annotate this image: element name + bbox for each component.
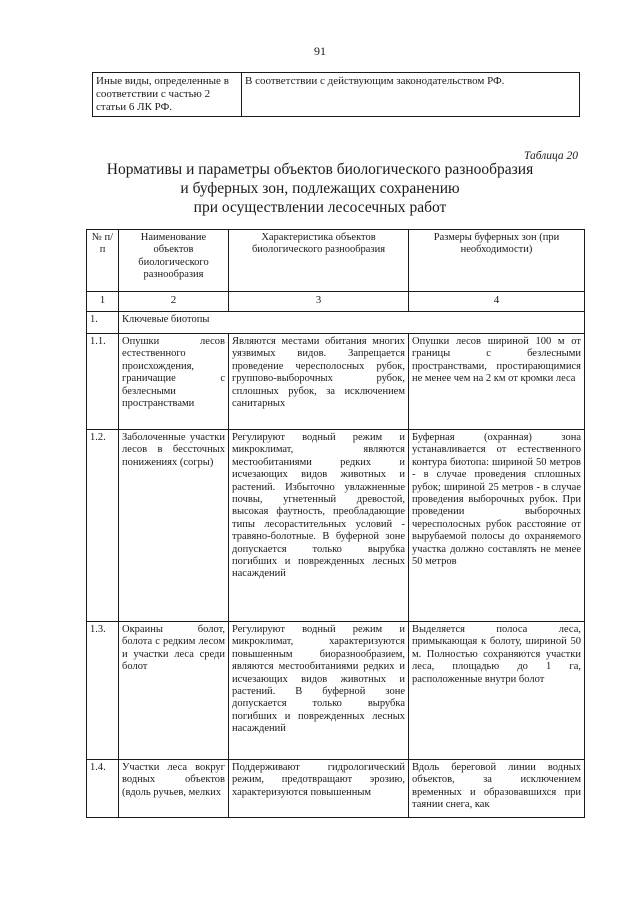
- row-name: Участки леса вокруг водных объектов (вдоль ручьев, мелких: [119, 760, 229, 818]
- row-number: 1.4.: [87, 760, 119, 818]
- continuation-table: [92, 72, 580, 117]
- row-buffer: Буферная (охранная) зона устанавливается от естественного контура биотопа: шириной 50 метров - в случае проведения сплошных рубок; шириной 25 метров - в случае проведения выборочных рубок. При проведении выборочных чересполосных рубок расстояние от вырубаемой полосы до охраняемого участка должно составлять не менее 50 метров: [409, 430, 585, 622]
- section-title: Ключевые биотопы: [119, 312, 585, 334]
- table-caption: Таблица 20: [523, 150, 578, 162]
- section-number: 1.: [87, 312, 119, 334]
- title-line-1: Нормативы и параметры объектов биологического разнообразия: [106, 161, 534, 178]
- header-characteristic: Характеристика объектов биологического разнообразия: [229, 230, 409, 292]
- column-number-1: 1: [87, 292, 119, 312]
- biodiversity-table: [86, 229, 585, 818]
- row-number: 1.2.: [87, 430, 119, 622]
- title-line-2: и буферных зон, подлежащих сохранению: [180, 180, 460, 197]
- row-characteristic: Являются местами обитания многих уязвимых видов. Запрещается проведение чересполосных рубок, группово-выборочных рубок, сплошных рубок, за исключением санитарных: [229, 334, 409, 430]
- row-name: Окраины болот, болота с редким лесом и участки леса среди болот: [119, 622, 229, 760]
- row-characteristic: Регулируют водный режим и микроклимат, являются местообитаниями редких и исчезающих видов животных и растений. Избыточно увлажненные почвы, угнетенный древостой, высокая фаутность, преобладающие типы лесорастительных условий - травяно-болотные. В буферной зоне допускается только вырубка погибших и поврежденных лесных насаждений: [229, 430, 409, 622]
- row-buffer: Выделяется полоса леса, примыкающая к болоту, шириной 50 м. Полностью сохраняются участки леса, площадью до 1 га, расположенные внутри болот: [409, 622, 585, 760]
- row-name: Заболоченные участки лесов в бессточных понижениях (согры): [119, 430, 229, 622]
- row-name: Опушки лесов естественного происхождения, граничащие с безлесными пространствами: [119, 334, 229, 430]
- header-name: Наименование объектов биологического разнообразия: [119, 230, 229, 292]
- page-number: 91: [314, 44, 326, 58]
- header-buffer: Размеры буферных зон (при необходимости): [409, 230, 585, 292]
- row-buffer: Опушки лесов шириной 100 м от границы с безлесными пространствами, простирающимися не менее чем на 2 км от кромки леса: [409, 334, 585, 430]
- continuation-right-cell: В соответствии с действующим законодательством РФ.: [242, 73, 580, 117]
- row-number: 1.3.: [87, 622, 119, 760]
- continuation-left-cell: Иные виды, определенные в соответствии с частью 2 статьи 6 ЛК РФ.: [93, 73, 242, 117]
- row-number: 1.1.: [87, 334, 119, 430]
- row-buffer: Вдоль береговой линии водных объектов, за исключением временных и образовавшихся при таянии снега, как: [409, 760, 585, 818]
- column-number-4: 4: [409, 292, 585, 312]
- column-number-2: 2: [119, 292, 229, 312]
- table-title: [0, 160, 640, 217]
- row-characteristic: Регулируют водный режим и микроклимат, характеризуются повышенным биоразнообразием, являются местообитаниями редких и исчезающих видов животных и растений. В буферной зоне допускается только вырубка погибших и поврежденных лесных насаждений: [229, 622, 409, 760]
- header-number: № п/п: [87, 230, 119, 292]
- title-line-3: при осуществлении лесосечных работ: [193, 199, 447, 216]
- column-number-3: 3: [229, 292, 409, 312]
- row-characteristic: Поддерживают гидрологический режим, предотвращают эрозию, характеризуются повышенным: [229, 760, 409, 818]
